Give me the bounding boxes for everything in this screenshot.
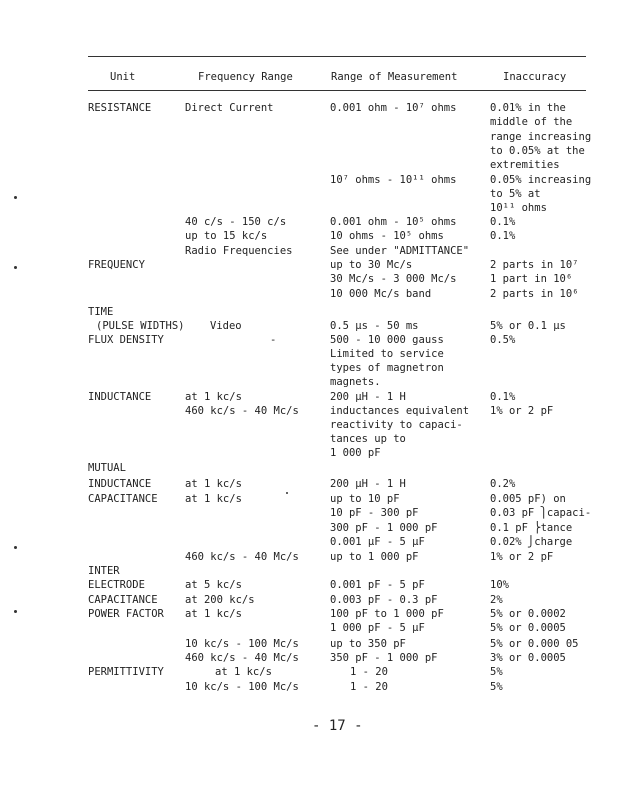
header-rule <box>88 90 586 91</box>
page-number: - 17 - <box>312 718 363 734</box>
cell-freq: at 1 kc/s <box>185 391 242 403</box>
cell-acc: 2% <box>490 594 503 606</box>
column-header-unit: Unit <box>110 71 136 83</box>
cell-freq: 40 c/s - 150 c/s <box>185 216 287 228</box>
cell-acc: 0.1% <box>490 216 516 228</box>
cell-range: inductances equivalent <box>330 405 470 417</box>
cell-acc: range increasing <box>490 131 592 143</box>
cell-range: reactivity to capaci- <box>330 419 463 431</box>
cell-acc: 0.5% <box>490 334 516 346</box>
cell-acc: 0.1% <box>490 391 516 403</box>
cell-freq: at 1 kc/s <box>215 666 272 678</box>
cell-acc: 2 parts in 10⁶ <box>490 288 579 300</box>
cell-freq: - <box>270 334 277 346</box>
cell-freq: 10 kc/s - 100 Mc/s <box>185 681 299 693</box>
cell-acc: 5% <box>490 666 503 678</box>
cell-freq: 10 kc/s - 100 Mc/s <box>185 638 299 650</box>
cell-unit: PERMITTIVITY <box>88 666 164 678</box>
cell-acc: 5% or 0.0002 <box>490 608 566 620</box>
cell-range: up to 10 pF <box>330 493 400 505</box>
cell-range: 30 Mc/s - 3 000 Mc/s <box>330 273 457 285</box>
cell-acc: 10% <box>490 579 509 591</box>
cell-range: 0.001 ohm - 10⁵ ohms <box>330 216 457 228</box>
scan-speck <box>286 492 288 494</box>
cell-range: 0.003 pF - 0.3 pF <box>330 594 438 606</box>
cell-unit: (PULSE WIDTHS) <box>96 320 185 332</box>
cell-range: 0.001 ohm - 10⁷ ohms <box>330 102 457 114</box>
cell-acc: to 5% at <box>490 188 541 200</box>
cell-unit: FREQUENCY <box>88 259 145 271</box>
margin-dot <box>14 546 17 549</box>
cell-acc: 0.2% <box>490 478 516 490</box>
cell-freq: at 1 kc/s <box>185 478 242 490</box>
cell-unit: INTER <box>88 565 120 577</box>
cell-acc: 0.1% <box>490 230 516 242</box>
cell-acc: 0.02% ⎭charge <box>490 536 573 548</box>
margin-dot <box>14 610 17 613</box>
cell-freq: up to 15 kc/s <box>185 230 268 242</box>
cell-range: See under "ADMITTANCE" <box>330 245 470 257</box>
margin-dot <box>14 266 17 269</box>
cell-range: 10⁷ ohms - 10¹¹ ohms <box>330 174 457 186</box>
top-rule <box>88 56 586 57</box>
cell-range: 1 000 pF <box>330 447 381 459</box>
cell-unit: FLUX DENSITY <box>88 334 164 346</box>
cell-unit: RESISTANCE <box>88 102 152 114</box>
cell-freq: at 1 kc/s <box>185 608 242 620</box>
cell-acc: 0.005 pF) on <box>490 493 566 505</box>
cell-range: 0.5 μs - 50 ms <box>330 320 419 332</box>
cell-unit: INDUCTANCE <box>88 478 152 490</box>
cell-unit: ELECTRODE <box>88 579 145 591</box>
cell-freq: 460 kc/s - 40 Mc/s <box>185 652 299 664</box>
cell-freq: at 200 kc/s <box>185 594 255 606</box>
cell-acc: 1 part in 10⁶ <box>490 273 573 285</box>
cell-freq: 460 kc/s - 40 Mc/s <box>185 551 299 563</box>
cell-range: 1 000 pF - 5 μF <box>330 622 425 634</box>
cell-acc: 10¹¹ ohms <box>490 202 547 214</box>
cell-acc: middle of the <box>490 116 573 128</box>
cell-range: 350 pF - 1 000 pF <box>330 652 438 664</box>
cell-acc: 3% or 0.0005 <box>490 652 566 664</box>
cell-range: 0.001 μF - 5 μF <box>330 536 425 548</box>
cell-range: 200 μH - 1 H <box>330 391 406 403</box>
column-header-frequency: Frequency Range <box>198 71 293 83</box>
cell-unit: POWER FACTOR <box>88 608 164 620</box>
cell-acc: 0.03 pF ⎫capaci- <box>490 507 592 519</box>
cell-freq: Video <box>210 320 242 332</box>
cell-freq: at 1 kc/s <box>185 493 242 505</box>
cell-acc: extremities <box>490 159 560 171</box>
column-header-range: Range of Measurement <box>331 71 458 83</box>
cell-freq: Direct Current <box>185 102 274 114</box>
cell-range: up to 1 000 pF <box>330 551 419 563</box>
cell-freq: at 5 kc/s <box>185 579 242 591</box>
cell-range: 500 - 10 000 gauss <box>330 334 444 346</box>
cell-range: 1 - 20 <box>350 666 388 678</box>
cell-freq: 460 kc/s - 40 Mc/s <box>185 405 299 417</box>
cell-acc: 5% or 0.1 μs <box>490 320 566 332</box>
cell-range: 100 pF to 1 000 pF <box>330 608 444 620</box>
cell-range: tances up to <box>330 433 406 445</box>
cell-range: 200 μH - 1 H <box>330 478 406 490</box>
cell-unit: INDUCTANCE <box>88 391 152 403</box>
margin-dot <box>14 196 17 199</box>
cell-range: 300 pF - 1 000 pF <box>330 522 438 534</box>
cell-range: Limited to service <box>330 348 444 360</box>
cell-acc: 0.05% increasing <box>490 174 592 186</box>
cell-acc: 1% or 2 pF <box>490 551 554 563</box>
cell-range: types of magnetron <box>330 362 444 374</box>
cell-range: magnets. <box>330 376 381 388</box>
cell-range: 10 pF - 300 pF <box>330 507 419 519</box>
cell-range: 1 - 20 <box>350 681 388 693</box>
cell-acc: 0.01% in the <box>490 102 566 114</box>
cell-acc: to 0.05% at the <box>490 145 585 157</box>
cell-acc: 1% or 2 pF <box>490 405 554 417</box>
cell-acc: 5% or 0.0005 <box>490 622 566 634</box>
cell-range: 0.001 pF - 5 pF <box>330 579 425 591</box>
cell-range: 10 ohms - 10⁵ ohms <box>330 230 444 242</box>
cell-unit: CAPACITANCE <box>88 594 158 606</box>
cell-acc: 5% or 0.000 05 <box>490 638 579 650</box>
cell-unit: CAPACITANCE <box>88 493 158 505</box>
cell-range: up to 350 pF <box>330 638 406 650</box>
cell-acc: 5% <box>490 681 503 693</box>
cell-freq: Radio Frequencies <box>185 245 293 257</box>
cell-acc: 0.1 pF ⎬tance <box>490 522 573 534</box>
cell-range: 10 000 Mc/s band <box>330 288 432 300</box>
column-header-inaccuracy: Inaccuracy <box>503 71 567 83</box>
cell-unit: TIME <box>88 306 114 318</box>
cell-unit: MUTUAL <box>88 462 126 474</box>
cell-range: up to 30 Mc/s <box>330 259 413 271</box>
cell-acc: 2 parts in 10⁷ <box>490 259 579 271</box>
